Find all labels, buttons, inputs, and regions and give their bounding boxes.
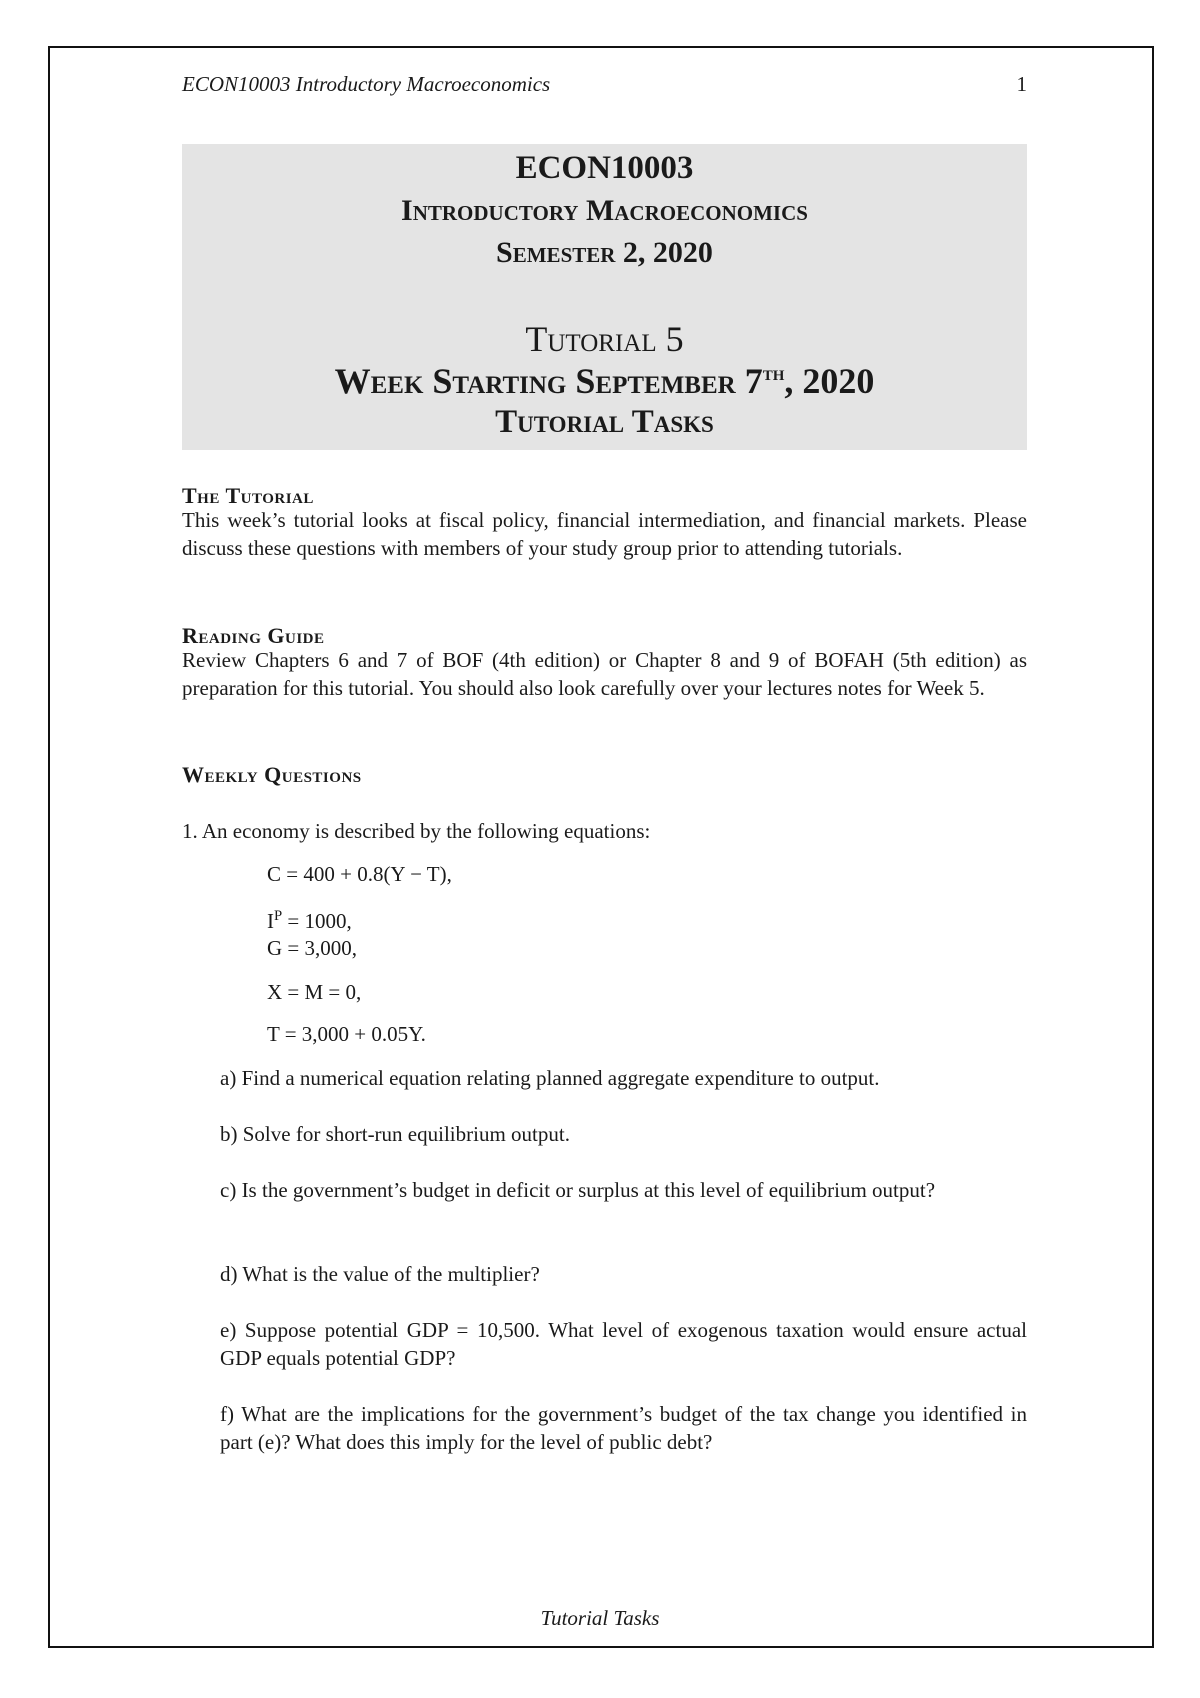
question-1e: e) Suppose potential GDP = 10,500. What level of exogenous taxation would ensure actual GDP equals potential GDP? [220, 1318, 1027, 1370]
course-header: ECON10003 Introductory Macroeconomics [182, 72, 551, 96]
question-1d: d) What is the value of the multiplier? [220, 1262, 540, 1286]
course-code: ECON10003 [515, 150, 694, 186]
equation-government: G = 3,000, [267, 936, 358, 960]
page-footer: Tutorial Tasks [540, 1606, 660, 1630]
section-heading-tutorial: The Tutorial [182, 483, 314, 508]
question-1f: f) What are the implications for the government’s budget of the tax change you identified in part (e)? What does this imply for the level of public debt? [220, 1402, 1027, 1454]
question-1c: c) Is the government’s budget in deficit or surplus at this level of equilibrium output? [220, 1178, 936, 1202]
running-header [182, 72, 1027, 97]
tutorial-tasks-title: Tutorial Tasks [495, 404, 714, 440]
course-name: Introductory Macroeconomics [401, 194, 808, 227]
week-start: Week Starting September 7th, 2020 [334, 361, 875, 401]
equation-taxes: T = 3,000 + 0.05Y. [267, 1022, 426, 1046]
equation-net-exports: X = M = 0, [267, 980, 362, 1004]
reading-guide-text: Review Chapters 6 and 7 of BOF (4th edition) or Chapter 8 and 9 of BOFAH (5th edition) as preparation for this tutorial. You should also look carefully over your lectures notes for Week 5. [182, 648, 1027, 700]
question-1a: a) Find a numerical equation relating planned aggregate expenditure to output. [220, 1066, 880, 1090]
question-1-intro: 1. An economy is described by the following equations: [182, 819, 651, 843]
equation-investment: $I^P = 1000$, [267, 908, 352, 933]
page-number: 1 [1016, 72, 1027, 96]
equation-consumption: C = 400 + 0.8(Y − T), [267, 862, 452, 886]
tutorial-description: This week’s tutorial looks at fiscal policy, financial intermediation, and financial markets. Please discuss these questions with members of your study group prior to attending tutorials. [182, 508, 1027, 560]
semester: Semester 2, 2020 [496, 236, 713, 269]
section-heading-reading: Reading Guide [182, 623, 325, 648]
question-1b: b) Solve for short-run equilibrium output. [220, 1122, 570, 1146]
tutorial-number: Tutorial 5 [525, 319, 684, 359]
section-heading-weekly: Weekly Questions [182, 762, 362, 787]
title-block [182, 144, 1027, 450]
